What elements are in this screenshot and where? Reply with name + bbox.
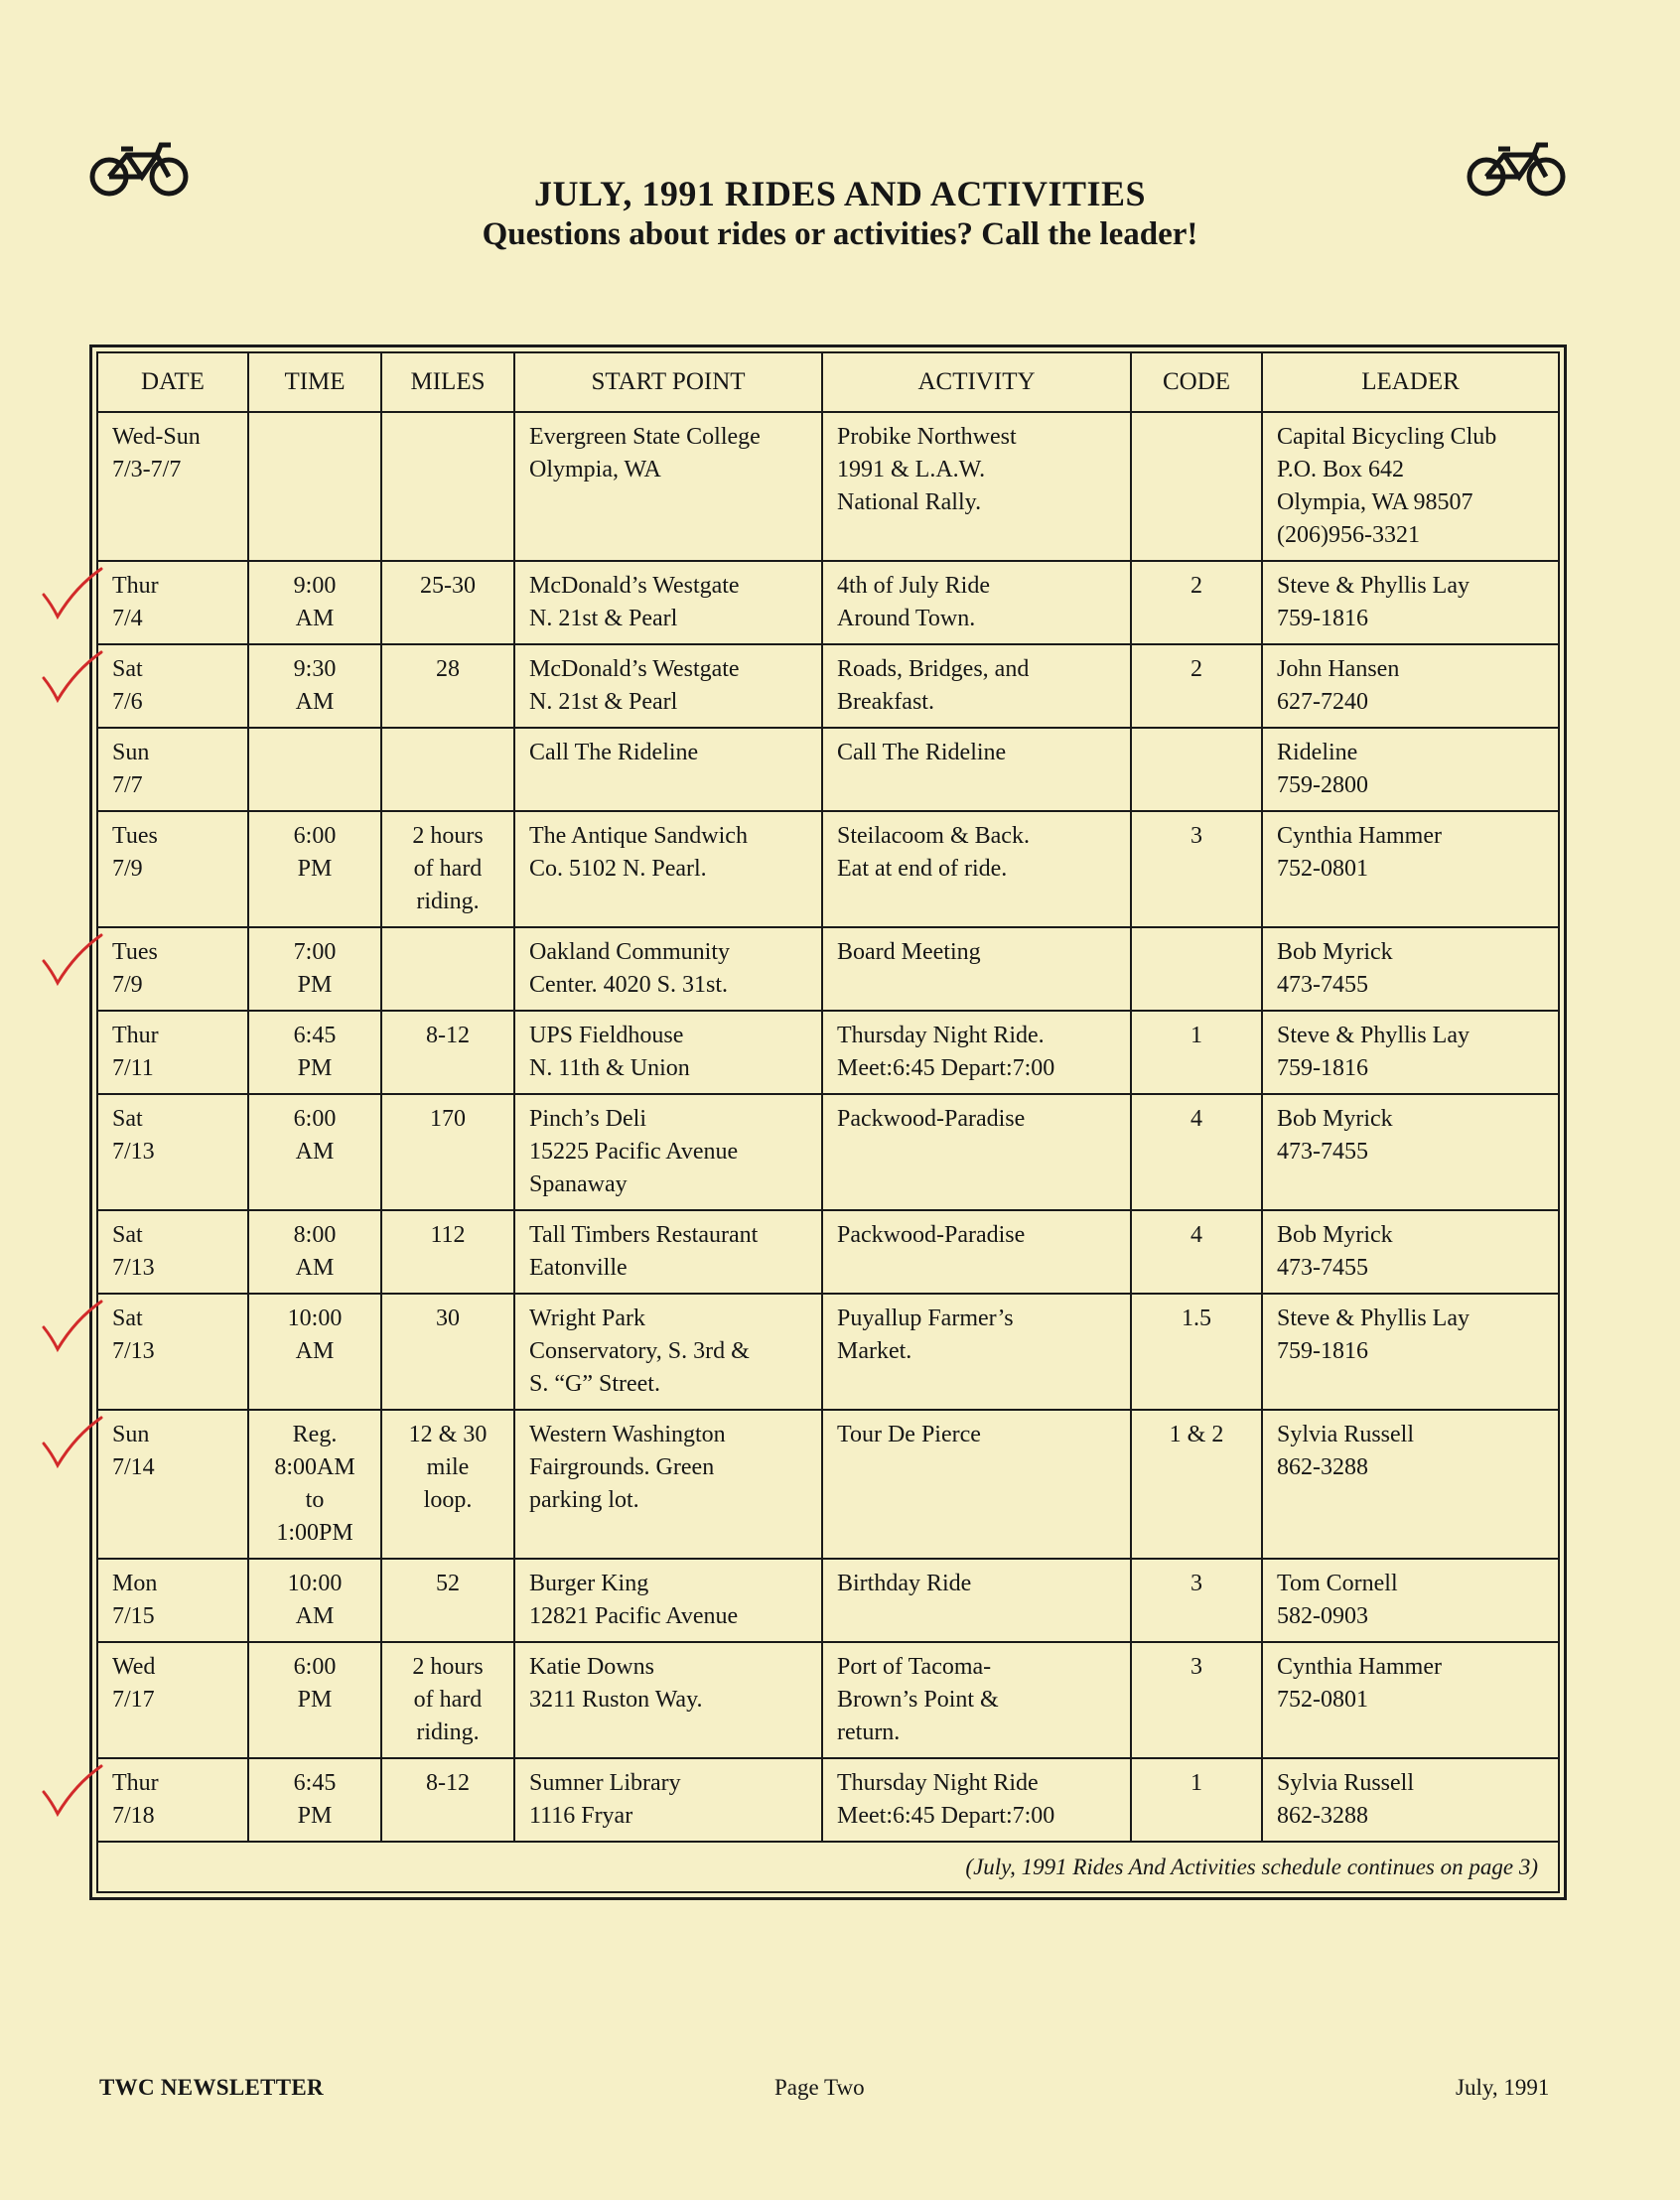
cell-activity: Thursday Night Ride Meet:6:45 Depart:7:00 <box>822 1758 1131 1842</box>
cell-leader: Rideline 759-2800 <box>1262 728 1559 811</box>
cell-activity: 4th of July Ride Around Town. <box>822 561 1131 644</box>
check-mark-icon <box>36 1414 105 1473</box>
table-header-row <box>97 352 1559 412</box>
cell-activity: Roads, Bridges, and Breakfast. <box>822 644 1131 728</box>
cell-code <box>1131 927 1262 1011</box>
cell-activity: Board Meeting <box>822 927 1131 1011</box>
cell-date: Tues 7/9 <box>97 927 248 1011</box>
cell-miles: 12 & 30 mile loop. <box>381 1410 514 1559</box>
table-body <box>97 412 1559 1842</box>
cell-miles: 170 <box>381 1094 514 1210</box>
footer-newsletter-name: TWC NEWSLETTER <box>99 2075 324 2100</box>
cell-leader: Tom Cornell 582-0903 <box>1262 1559 1559 1642</box>
cell-code: 1 <box>1131 1758 1262 1842</box>
cell-date: Mon 7/15 <box>97 1559 248 1642</box>
cell-miles <box>381 927 514 1011</box>
cell-code <box>1131 728 1262 811</box>
cell-miles: 28 <box>381 644 514 728</box>
cell-miles: 8-12 <box>381 1758 514 1842</box>
cell-activity: Puyallup Farmer’s Market. <box>822 1294 1131 1410</box>
cell-time: 9:00 AM <box>248 561 381 644</box>
cell-code: 3 <box>1131 1642 1262 1758</box>
cell-code: 2 <box>1131 561 1262 644</box>
cell-time: Reg. 8:00AM to 1:00PM <box>248 1410 381 1559</box>
cell-code <box>1131 412 1262 561</box>
cell-start-point: The Antique Sandwich Co. 5102 N. Pearl. <box>514 811 822 927</box>
cell-time: 7:00 PM <box>248 927 381 1011</box>
cell-miles: 2 hours of hard riding. <box>381 1642 514 1758</box>
check-mark-icon <box>36 1298 105 1357</box>
table-row <box>97 412 1559 561</box>
cell-leader: Steve & Phyllis Lay 759-1816 <box>1262 561 1559 644</box>
cell-leader: Bob Myrick 473-7455 <box>1262 927 1559 1011</box>
cell-date: Thur 7/18 <box>97 1758 248 1842</box>
cell-miles: 8-12 <box>381 1011 514 1094</box>
cell-activity: Packwood-Paradise <box>822 1210 1131 1294</box>
cell-code: 1.5 <box>1131 1294 1262 1410</box>
cell-start-point: McDonald’s Westgate N. 21st & Pearl <box>514 644 822 728</box>
cell-code: 4 <box>1131 1094 1262 1210</box>
cell-start-point: Tall Timbers Restaurant Eatonville <box>514 1210 822 1294</box>
cell-miles: 112 <box>381 1210 514 1294</box>
column-header-date: DATE <box>97 352 248 412</box>
cell-leader: Capital Bicycling Club P.O. Box 642 Olympia, WA 98507 (206)956-3321 <box>1262 412 1559 561</box>
cell-date: Thur 7/4 <box>97 561 248 644</box>
cell-start-point: McDonald’s Westgate N. 21st & Pearl <box>514 561 822 644</box>
cell-miles: 30 <box>381 1294 514 1410</box>
cell-leader: Bob Myrick 473-7455 <box>1262 1210 1559 1294</box>
cell-date: Sun 7/7 <box>97 728 248 811</box>
cell-leader: Cynthia Hammer 752-0801 <box>1262 811 1559 927</box>
column-header-leader: LEADER <box>1262 352 1559 412</box>
cell-activity: Steilacoom & Back. Eat at end of ride. <box>822 811 1131 927</box>
cell-time: 6:00 PM <box>248 1642 381 1758</box>
cell-time: 10:00 AM <box>248 1294 381 1410</box>
footnote-row <box>97 1842 1559 1892</box>
cell-start-point: Pinch’s Deli 15225 Pacific Avenue Spanaway <box>514 1094 822 1210</box>
cell-date: Sat 7/13 <box>97 1294 248 1410</box>
cell-time: 6:45 PM <box>248 1011 381 1094</box>
cell-date: Sun 7/14 <box>97 1410 248 1559</box>
cell-activity: Tour De Pierce <box>822 1410 1131 1559</box>
cell-time <box>248 412 381 561</box>
table-row <box>97 811 1559 927</box>
cell-start-point: Wright Park Conservatory, S. 3rd & S. “G” Street. <box>514 1294 822 1410</box>
table-row <box>97 927 1559 1011</box>
cell-date: Wed-Sun 7/3-7/7 <box>97 412 248 561</box>
cell-date: Thur 7/11 <box>97 1011 248 1094</box>
footer-page-number: Page Two <box>774 2075 865 2100</box>
column-header-miles: MILES <box>381 352 514 412</box>
cell-miles: 2 hours of hard riding. <box>381 811 514 927</box>
check-mark-icon <box>36 565 105 624</box>
cell-start-point: UPS Fieldhouse N. 11th & Union <box>514 1011 822 1094</box>
cell-leader: Steve & Phyllis Lay 759-1816 <box>1262 1294 1559 1410</box>
rides-table <box>96 351 1560 1893</box>
page-subtitle: Questions about rides or activities? Call the leader! <box>482 216 1198 252</box>
check-mark-icon <box>36 1762 105 1822</box>
cell-activity: Thursday Night Ride. Meet:6:45 Depart:7:00 <box>822 1011 1131 1094</box>
page-title: JULY, 1991 RIDES AND ACTIVITIES <box>533 174 1147 213</box>
cell-code: 1 <box>1131 1011 1262 1094</box>
cell-time <box>248 728 381 811</box>
cell-start-point: Evergreen State College Olympia, WA <box>514 412 822 561</box>
table-row <box>97 1758 1559 1842</box>
cell-date: Sat 7/13 <box>97 1210 248 1294</box>
cell-start-point: Burger King 12821 Pacific Avenue <box>514 1559 822 1642</box>
cell-activity: Packwood-Paradise <box>822 1094 1131 1210</box>
cell-code: 2 <box>1131 644 1262 728</box>
cell-time: 6:45 PM <box>248 1758 381 1842</box>
column-header-code: CODE <box>1131 352 1262 412</box>
table-row <box>97 1094 1559 1210</box>
cell-date: Wed 7/17 <box>97 1642 248 1758</box>
schedule-continues-note: (July, 1991 Rides And Activities schedule continues on page 3) <box>97 1842 1559 1892</box>
cell-date: Sat 7/6 <box>97 644 248 728</box>
cell-time: 6:00 PM <box>248 811 381 927</box>
column-header-start-point: START POINT <box>514 352 822 412</box>
cell-activity: Probike Northwest 1991 & L.A.W. National Rally. <box>822 412 1131 561</box>
table-row <box>97 1642 1559 1758</box>
cell-start-point: Katie Downs 3211 Ruston Way. <box>514 1642 822 1758</box>
table-row <box>97 644 1559 728</box>
rides-table-frame <box>89 344 1567 1900</box>
table-row <box>97 561 1559 644</box>
cell-activity: Call The Rideline <box>822 728 1131 811</box>
cell-leader: John Hansen 627-7240 <box>1262 644 1559 728</box>
cell-time: 6:00 AM <box>248 1094 381 1210</box>
cell-miles <box>381 412 514 561</box>
cell-code: 3 <box>1131 1559 1262 1642</box>
check-mark-icon <box>36 648 105 708</box>
cell-time: 10:00 AM <box>248 1559 381 1642</box>
table-row <box>97 1210 1559 1294</box>
table-row <box>97 1559 1559 1642</box>
table-row <box>97 728 1559 811</box>
cell-leader: Sylvia Russell 862-3288 <box>1262 1410 1559 1559</box>
cell-leader: Sylvia Russell 862-3288 <box>1262 1758 1559 1842</box>
footer-date: July, 1991 <box>1456 2075 1550 2100</box>
cell-activity: Birthday Ride <box>822 1559 1131 1642</box>
cell-leader: Steve & Phyllis Lay 759-1816 <box>1262 1011 1559 1094</box>
cell-start-point: Western Washington Fairgrounds. Green parking lot. <box>514 1410 822 1559</box>
cell-date: Tues 7/9 <box>97 811 248 927</box>
table-row <box>97 1410 1559 1559</box>
column-header-time: TIME <box>248 352 381 412</box>
cell-code: 4 <box>1131 1210 1262 1294</box>
cell-code: 1 & 2 <box>1131 1410 1262 1559</box>
cell-date: Sat 7/13 <box>97 1094 248 1210</box>
cell-time: 8:00 AM <box>248 1210 381 1294</box>
cell-miles: 25-30 <box>381 561 514 644</box>
cell-start-point: Call The Rideline <box>514 728 822 811</box>
check-mark-icon <box>36 931 105 991</box>
table-row <box>97 1011 1559 1094</box>
cell-miles: 52 <box>381 1559 514 1642</box>
cell-code: 3 <box>1131 811 1262 927</box>
cell-activity: Port of Tacoma- Brown’s Point & return. <box>822 1642 1131 1758</box>
cell-miles <box>381 728 514 811</box>
cell-time: 9:30 AM <box>248 644 381 728</box>
column-header-activity: ACTIVITY <box>822 352 1131 412</box>
cell-start-point: Sumner Library 1116 Fryar <box>514 1758 822 1842</box>
table-row <box>97 1294 1559 1410</box>
cell-start-point: Oakland Community Center. 4020 S. 31st. <box>514 927 822 1011</box>
cell-leader: Cynthia Hammer 752-0801 <box>1262 1642 1559 1758</box>
cell-leader: Bob Myrick 473-7455 <box>1262 1094 1559 1210</box>
